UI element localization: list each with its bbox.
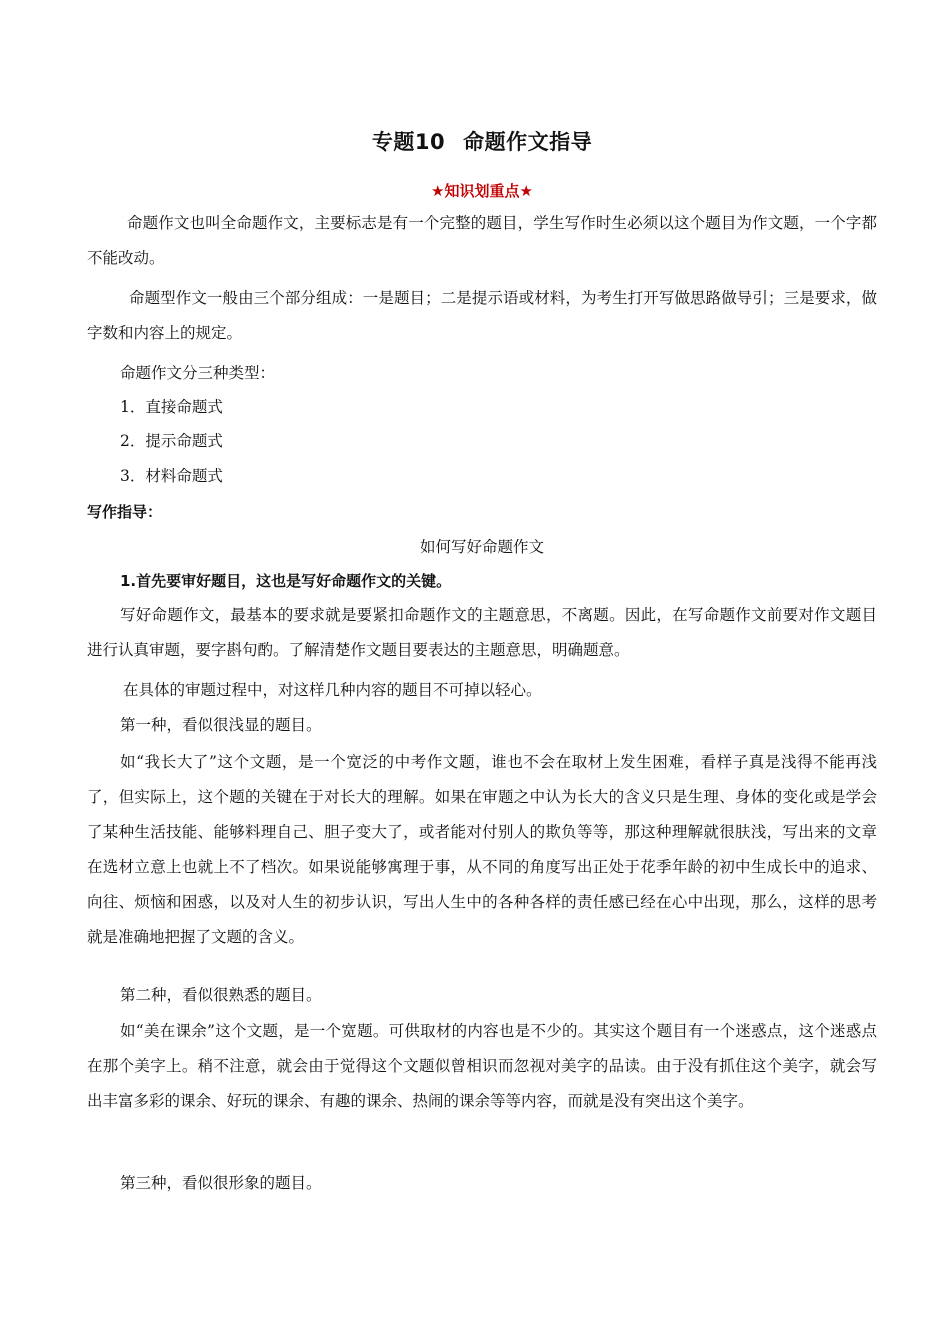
writing-guide-label: 写作指导：: [87, 503, 163, 521]
paragraph-type-two: 第二种，看似很熟悉的题目。: [120, 986, 322, 1004]
paragraph-review-topic: 写好命题作文，最基本的要求就是要紧扣命题作文的主题意思，不离题。因此，在写命题作文前要对作文题目进行认真审题，要字斟句酌。了解清楚作文题目要表达的主题意思，明确题意。: [87, 606, 877, 659]
title-topic-name: 命题作文指导: [463, 130, 593, 154]
list-item-prompt: 2．提示命题式: [120, 432, 223, 450]
paragraph-definition: 命题作文也叫全命题作文，主要标志是有一个完整的题目，学生写作时生必须以这个题目为作文题，一个字都不能改动。: [87, 214, 877, 267]
paragraph-caution: 在具体的审题过程中，对这样几种内容的题目不可掉以轻心。: [123, 681, 542, 699]
knowledge-highlight-heading: ★知识划重点★: [431, 182, 533, 200]
paragraph-type-three: 第三种，看似很形象的题目。: [120, 1174, 322, 1192]
point-one-heading: 1.首先要审好题目，这也是写好命题作文的关键。: [120, 572, 452, 590]
paragraph-structure: 命题型作文一般由三个部分组成：一是题目；二是提示语或材料，为考生打开写做思路做导引；三是要求，做字数和内容上的规定。: [87, 289, 877, 342]
document-title: [87, 126, 877, 156]
list-item-direct: 1．直接命题式: [120, 398, 223, 416]
section-heading: 如何写好命题作文: [419, 538, 544, 556]
paragraph-example-grown-up: 如“我长大了”这个文题，是一个宽泛的中考作文题，谁也不会在取材上发生困难，看样子真是浅得不能再浅了，但实际上，这个题的关键在于对长大的理解。如果在审题之中认为长大的含义只是生理、身体的变化或是学会了某种生活技能、能够料理自己、胆子变大了，或者能对付别人的欺负等等，那这种理解就很肤浅，写出来的文章在选材立意上也就上不了档次。如果说能够寓理于事，从不同的角度写出正处于花季年龄的初中生成长中的追求、向往、烦恼和困惑，以及对人生的初步认识，写出人生中的各种各样的责任感已经在心中出现，那么，这样的思考就是准确地把握了文题的含义。: [87, 753, 877, 946]
list-item-material: 3．材料命题式: [120, 467, 223, 485]
paragraph-types-intro: 命题作文分三种类型：: [120, 364, 276, 382]
title-topic-number: 专题10: [371, 130, 446, 154]
paragraph-type-one: 第一种，看似很浅显的题目。: [120, 716, 322, 734]
paragraph-example-beauty: 如“美在课余”这个文题，是一个宽题。可供取材的内容也是不少的。其实这个题目有一个迷惑点，这个迷惑点在那个美字上。稍不注意，就会由于觉得这个文题似曾相识而忽视对美字的品读。由于没有抓住这个美字，就会写出丰富多彩的课余、好玩的课余、有趣的课余、热闹的课余等等内容，而就是没有突出这个美字。: [87, 1022, 877, 1110]
